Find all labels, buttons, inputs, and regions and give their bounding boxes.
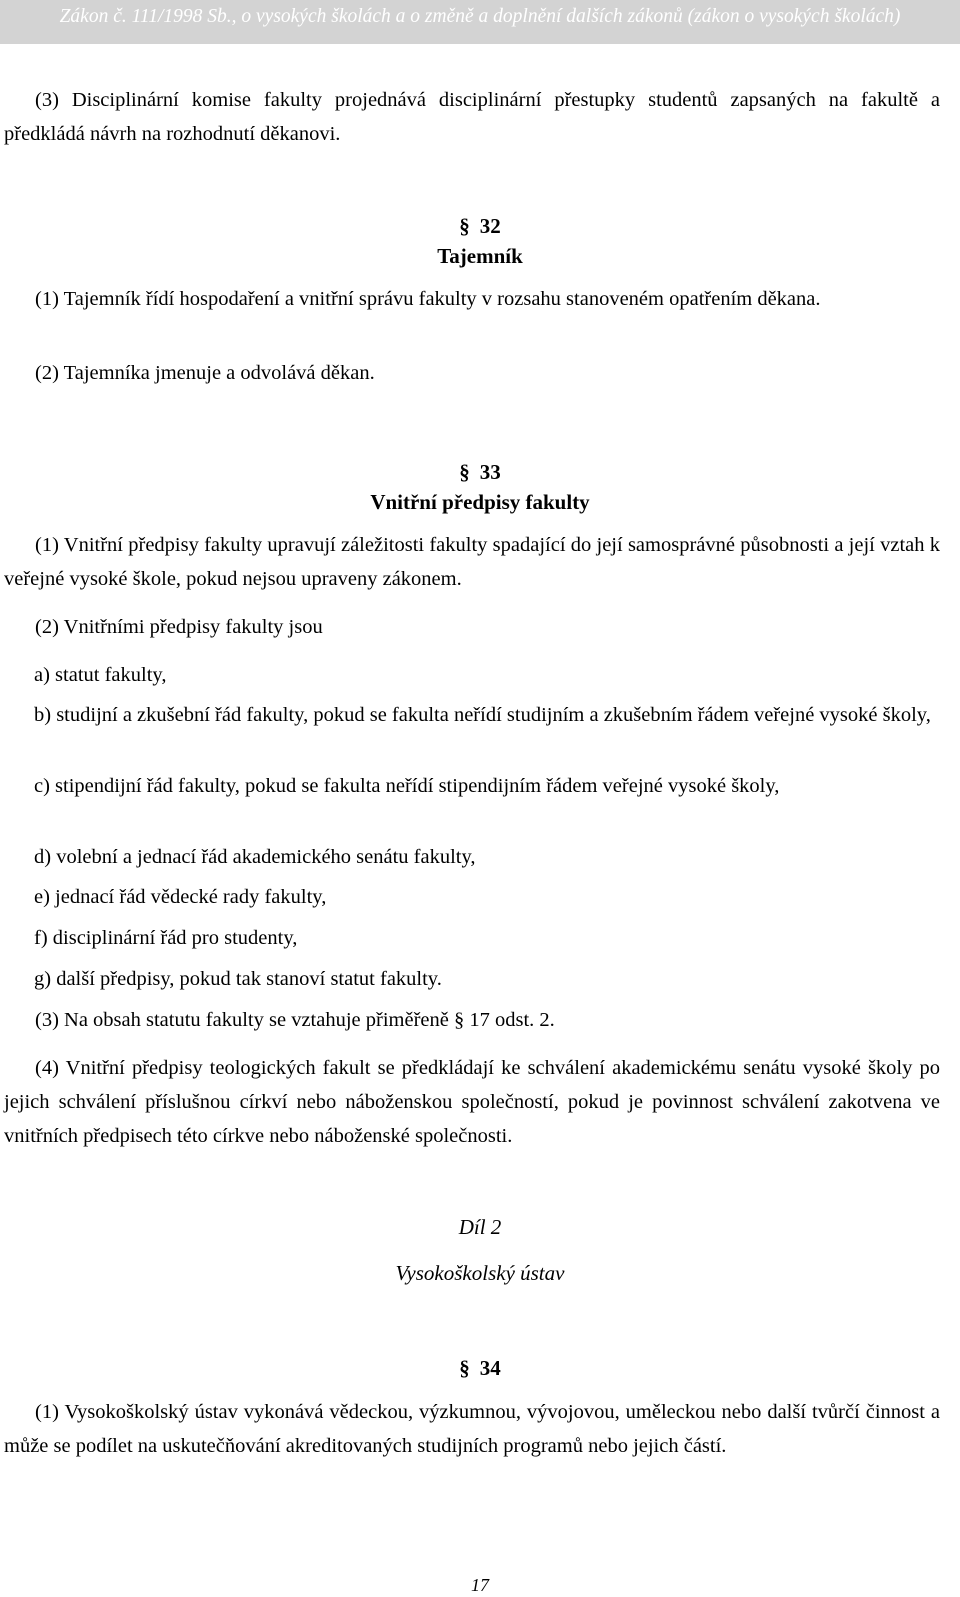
- list-item-a: a) statut fakulty,: [34, 664, 167, 686]
- section-title-33: Vnitřní předpisy fakulty: [370, 490, 590, 514]
- section-number: 32: [479, 214, 501, 238]
- part-label: Díl 2: [458, 1215, 502, 1239]
- section-sign-icon: §: [459, 1356, 470, 1380]
- section-sign-icon: §: [459, 214, 470, 238]
- section-sign-icon: §: [459, 460, 470, 484]
- paragraph-33-3: [4, 1003, 940, 1037]
- list-item-b: b) studijní a zkušební řád fakulty, pokud se fakulta neřídí studijním a zkušebním řádem veřejné vysoké školy,: [34, 704, 931, 726]
- list-item-d: d) volební a jednací řád akademického senátu fakulty,: [34, 846, 476, 868]
- page-number: 17: [471, 1575, 489, 1595]
- section-title-32: Tajemník: [437, 244, 523, 268]
- part-title: Vysokoškolský ústav: [395, 1261, 565, 1285]
- list-item-f: f) disciplinární řád pro studenty,: [34, 927, 298, 949]
- page-header-title: Zákon č. 111/1998 Sb., o vysokých školách a o změně a doplnění dalších zákonů (zákon o vysokých školách): [59, 6, 901, 27]
- section-sign-icon: §: [453, 1009, 465, 1031]
- paragraph-33-4: (4) Vnitřní předpisy teologických fakult se předkládají ke schválení akademickému senátu vysoké školy po jejich schválení příslušnou církví nebo náboženskou společností, pokud je povinnost schválení zakotvena ve vnitřních předpisech této církve nebo náboženské společnosti.: [4, 1057, 940, 1147]
- list-item-c: c) stipendijní řád fakulty, pokud se fakulta neřídí stipendijním řádem veřejné vysoké školy,: [34, 775, 780, 797]
- list-item-g: g) další předpisy, pokud tak stanoví statut fakulty.: [34, 968, 442, 990]
- paragraph-33-3-reference: 17 odst. 2.: [469, 1009, 555, 1031]
- list-item-e: e) jednací řád vědecké rady fakulty,: [34, 886, 327, 908]
- section-number: 33: [479, 460, 501, 484]
- section-heading-34: [0, 1356, 960, 1381]
- section-heading-33: [0, 460, 960, 485]
- paragraph-33-2: (2) Vnitřními předpisy fakulty jsou: [35, 616, 323, 638]
- paragraph-33-1: (1) Vnitřní předpisy fakulty upravují záležitosti fakulty spadající do její samosprávné působnosti a její vztah k veřejné vysoké škole, pokud nejsou upraveny zákonem.: [4, 534, 940, 590]
- section-heading-32: [0, 214, 960, 239]
- section-number: 34: [479, 1356, 501, 1380]
- paragraph-32-2: (2) Tajemníka jmenuje a odvolává děkan.: [35, 362, 375, 384]
- paragraph-33-3-text: (3) Na obsah statutu fakulty se vztahuje přiměřeně: [35, 1009, 449, 1031]
- paragraph-intro: (3) Disciplinární komise fakulty projednává disciplinární přestupky studentů zapsaných na fakultě a předkládá návrh na rozhodnutí děkanovi.: [4, 89, 940, 145]
- paragraph-32-1: (1) Tajemník řídí hospodaření a vnitřní správu fakulty v rozsahu stanoveném opatřením děkana.: [35, 288, 821, 310]
- paragraph-34-1: (1) Vysokoškolský ústav vykonává vědeckou, výzkumnou, vývojovou, uměleckou nebo další tvůrčí činnost a může se podílet na uskutečňování akreditovaných studijních programů nebo jejich částí.: [4, 1401, 940, 1457]
